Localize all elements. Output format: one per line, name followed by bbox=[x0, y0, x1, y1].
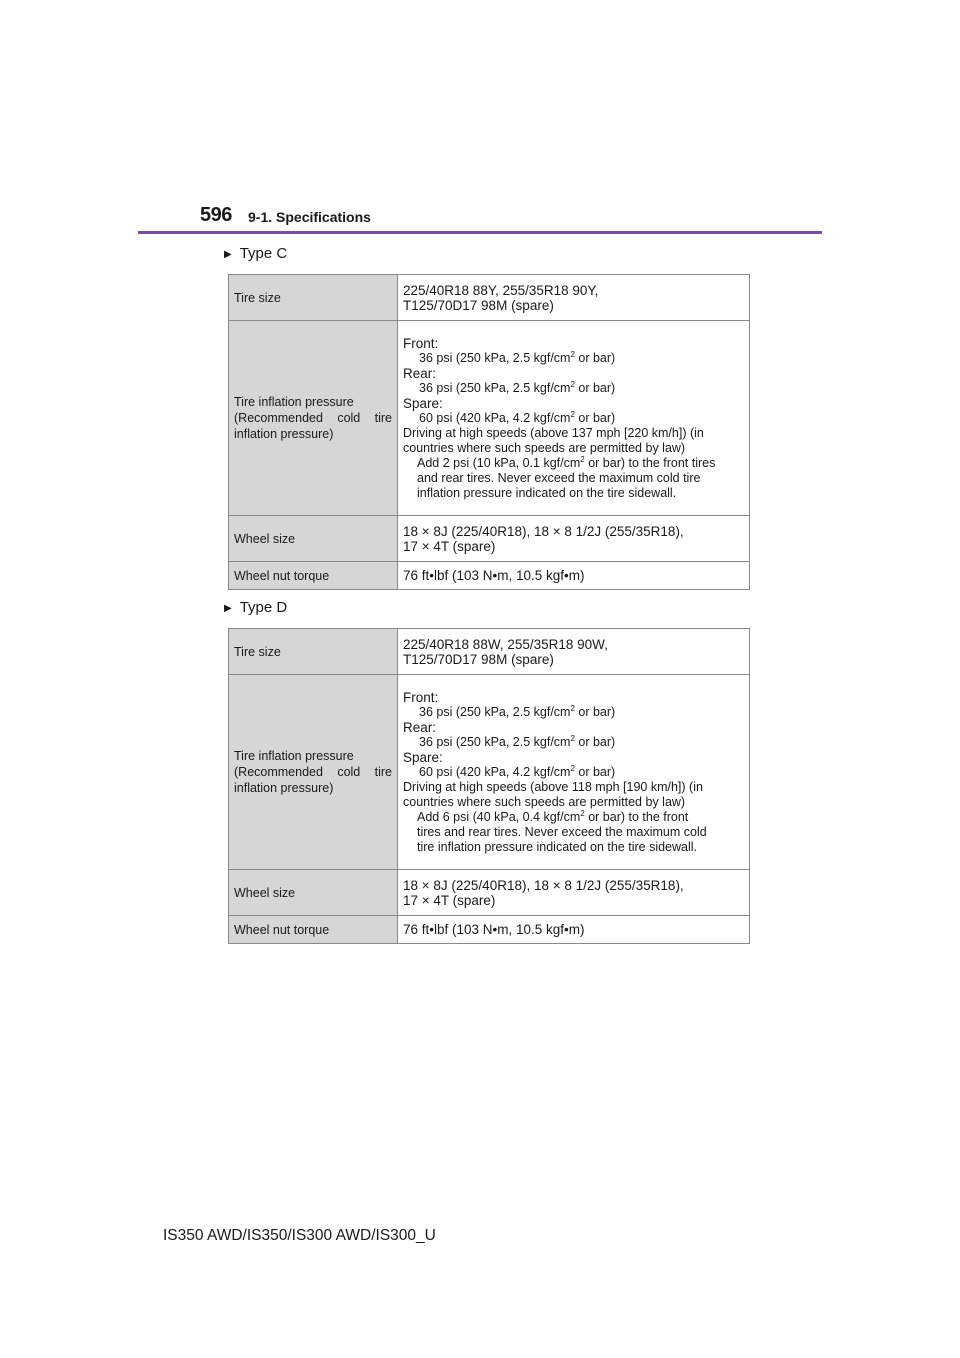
wheel-size-value: 18 × 8J (225/40R18), 18 × 8 1/2J (255/35R18), 17 × 4T (spare) bbox=[398, 870, 750, 916]
type-c-heading bbox=[224, 245, 287, 262]
table-row bbox=[229, 675, 750, 870]
wheel-size-label: Wheel size bbox=[229, 870, 398, 916]
wheel-nut-torque-value: 76 ft•lbf (103 N•m, 10.5 kgf•m) bbox=[398, 916, 750, 944]
tire-size-value: 225/40R18 88Y, 255/35R18 90Y, T125/70D17 98M (spare) bbox=[398, 275, 750, 321]
inflation-pressure-value: Front: 36 psi (250 kPa, 2.5 kgf/$cm^2$ or bar) Rear: 36 psi (250 kPa, 2.5 kgf/$cm^2$ or bar) Spare: 60 psi (420 kPa, 4.2 kgf/$cm^2$ or bar) Driving at high speeds (above 118 mph [190 km/h]) (in countries where such speeds are permitted by law) Add 6 psi (40 kPa, 0.4 kgf/$cm^2$ or bar) to the front tires and rear tires. Never exceed the maximum cold tire inflation pressure indicated on the tire sidewall. bbox=[398, 675, 750, 870]
type-d-heading-text: Type D bbox=[239, 599, 288, 616]
page-number: 596 bbox=[200, 204, 232, 226]
table-row bbox=[229, 916, 750, 944]
table-row bbox=[229, 562, 750, 590]
table-row bbox=[229, 275, 750, 321]
table-row bbox=[229, 321, 750, 516]
wheel-nut-torque-label: Wheel nut torque bbox=[229, 916, 398, 944]
triangle-bullet-icon: ▶ bbox=[224, 603, 232, 614]
wheel-size-label: Wheel size bbox=[229, 516, 398, 562]
page-header bbox=[200, 204, 820, 232]
table-row bbox=[229, 629, 750, 675]
inflation-pressure-label: Tire inflation pressure (Recommended cold tire inflation pressure) bbox=[229, 321, 398, 516]
tire-size-label: Tire size bbox=[229, 629, 398, 675]
type-c-heading-text: Type C bbox=[239, 245, 288, 262]
type-d-spec-table bbox=[228, 628, 750, 944]
header-divider bbox=[138, 231, 822, 234]
wheel-nut-torque-value: 76 ft•lbf (103 N•m, 10.5 kgf•m) bbox=[398, 562, 750, 590]
inflation-pressure-value: Front: 36 psi (250 kPa, 2.5 kgf/$cm^2$ or bar) Rear: 36 psi (250 kPa, 2.5 kgf/$cm^2$ or bar) Spare: 60 psi (420 kPa, 4.2 kgf/$cm^2$ or bar) Driving at high speeds (above 137 mph [220 km/h]) (in countries where such speeds are permitted by law) Add 2 psi (10 kPa, 0.1 kgf/$cm^2$ or bar) to the front tires and rear tires. Never exceed the maximum cold tire inflation pressure indicated on the tire sidewall. bbox=[398, 321, 750, 516]
wheel-nut-torque-label: Wheel nut torque bbox=[229, 562, 398, 590]
wheel-size-value: 18 × 8J (225/40R18), 18 × 8 1/2J (255/35R18), 17 × 4T (spare) bbox=[398, 516, 750, 562]
inflation-pressure-label: Tire inflation pressure (Recommended cold tire inflation pressure) bbox=[229, 675, 398, 870]
type-d-heading bbox=[224, 599, 287, 616]
triangle-bullet-icon: ▶ bbox=[224, 249, 232, 260]
table-row bbox=[229, 516, 750, 562]
tire-size-value: 225/40R18 88W, 255/35R18 90W, T125/70D17 98M (spare) bbox=[398, 629, 750, 675]
type-c-spec-table bbox=[228, 274, 750, 590]
section-title: 9-1. Specifications bbox=[248, 209, 371, 225]
tire-size-label: Tire size bbox=[229, 275, 398, 321]
footer-model-code: IS350 AWD/IS350/IS300 AWD/IS300_U bbox=[163, 1227, 436, 1244]
table-row bbox=[229, 870, 750, 916]
